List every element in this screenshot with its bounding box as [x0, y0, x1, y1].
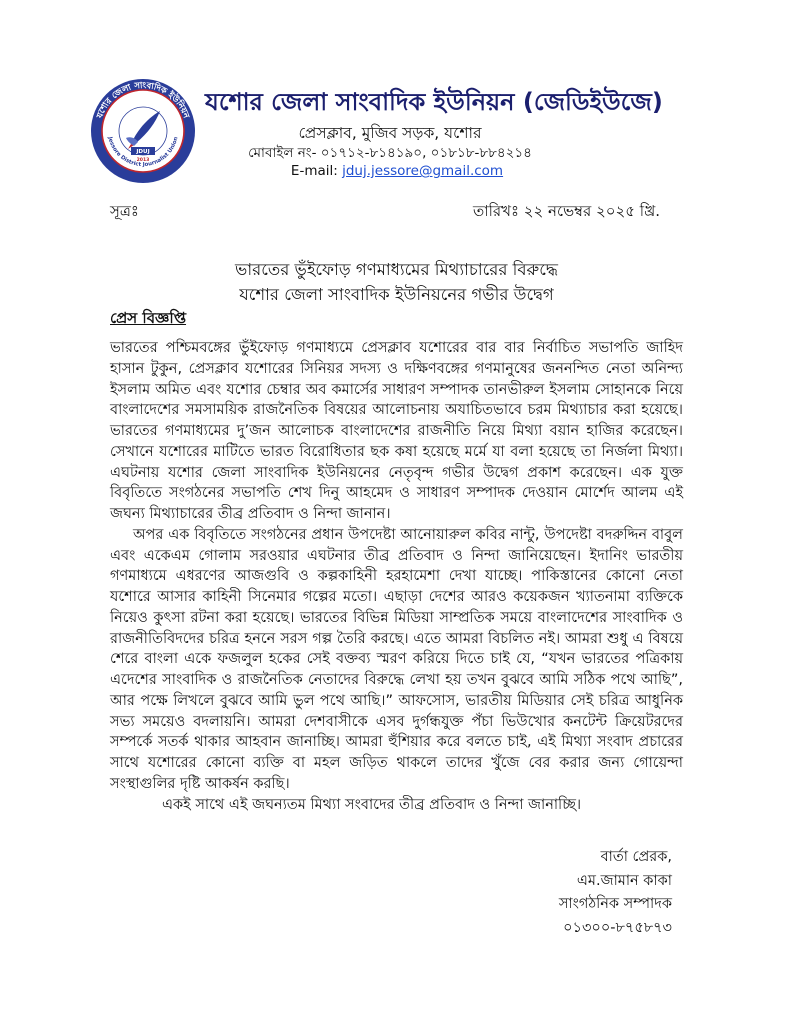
- organization-address: প্রেসক্লাব, মুজিব সড়ক, যশোর: [298, 124, 482, 142]
- headline: [110, 257, 683, 307]
- union-logo-seal: [90, 78, 196, 184]
- headline-line: ভারতের ভুঁইফোড় গণমাধ্যমের মিথ্যাচারের বিরুদ্ধে: [235, 260, 558, 279]
- organization-email-line: [212, 161, 582, 181]
- date-line: তারিখঃ ২২ নভেম্বর ২০২৫ খ্রি.: [472, 202, 660, 220]
- body-paragraph: অপর এক বিবৃতিতে সংগঠনের প্রধান উপদেষ্টা আনোয়ারুল কবির নান্টু, উপদেষ্টা বদরুদ্দিন বাবুল এবং একেএম গোলাম সরওয়ার এঘটনার তীব্র প্রতিবাদ ও নিন্দা জানিয়েছেন। ইদানিং ভারতীয় গণমাধ্যমে এধরণের আজগুবি ও কল্পকাহিনী হরহামেশা দেখা যাচ্ছে। পাকিস্তানের কোনো নেতা যশোরে আসার কাহিনী সিনেমার গল্পের মতো। এছাড়া দেশের আরও কয়েকজন খ্যাতনামা ব্যক্তিকে নিয়েও কুৎসা রটনা করা হয়েছে। ভারতের বিভিন্ন মিডিয়া সাম্প্রতিক সময়ে বাংলাদেশের সাংবাদিক ও রাজনীতিবিদদের চরিত্র হননে সরস গল্প তৈরি করছে। এতে আমরা বিচলিত নই। আমরা শুধু এ বিষয়ে শেরে বাংলা একে ফজলুল হকের সেই বক্তব্য স্মরণ করিয়ে দিতে চাই যে, “যখন ভারতের পত্রিকায় এদেশের সাংবাদিক ও রাজনৈতিক নেতাদের বিরুদ্ধে লেখা হয় তখন বুঝবে আমি সঠিক পথে আছি”, আর পক্ষে লিখলে বুঝবে আমি ভুল পথে আছি।” আফসোস, ভারতীয় মিডিয়ার সেই চরিত্র আধুনিক সভ্য সময়েও বদলায়নি। আমরা দেশবাসীকে এসব দুর্গন্ধযুক্ত পঁচা ভিউখোর কনটেন্ট ক্রিয়েটরদের সম্পর্কে সতর্ক থাকার আহবান জানাচ্ছি। আমরা হুঁশিয়ার করে বলতে চাই, এই মিথ্যা সংবাদ প্রচারের সাথে যশোরের কোনো ব্যক্তি বা মহল জড়িত থাকলে তাদের খুঁজে বের করার জন্য গোয়েন্দা সংস্থাগুলির দৃষ্টি আকর্ষন করছি।: [110, 526, 684, 792]
- signature-label: বার্তা প্রেরক,: [600, 849, 672, 865]
- logo-english-text: Jessore District Journalist Union: [106, 136, 180, 169]
- signature-phone: ০১৩০০-৮৭৫৮৭৩: [563, 919, 672, 936]
- reference-label: সূত্রঃ: [110, 202, 139, 220]
- organization-mobile: মোবাইল নং- ০১৭১২-৮১৪১৯০, ০১৮১৮-৮৮৪২১৪: [248, 145, 532, 161]
- email-label: E-mail:: [290, 163, 338, 179]
- signature-name: এম.জামান কাকা: [576, 872, 672, 889]
- logo-abbreviation: JDUJ: [136, 149, 150, 156]
- body-paragraph: ভারতের পশ্চিমবঙ্গের ভুঁইফোড় গণমাধ্যমে প্রেসক্লাব যশোরের বার বার নির্বাচিত সভাপতি জাহিদ হাসান টুকুন, প্রেসক্লাব যশোরের সিনিয়র সদস্য ও দক্ষিণবঙ্গের গণমানুষের জননন্দিত নেতা অনিন্দ্য ইসলাম অমিত এবং যশোর চেম্বার অব কমার্সের সাধারণ সম্পাদক তানভীরুল ইসলাম সোহানকে নিয়ে বাংলাদেশের সমসাময়িক রাজনৈতিক বিষয়ের আলোচনায় অযাচিতভাবে চরম মিথ্যাচার করা হয়েছে। ভারতের গণমাধ্যমের দু’জন আলোচক বাংলাদেশের রাজনীতি নিয়ে মিথ্যা বয়ান হাজির করেছেন। সেখানে যশোরের মাটিতে ভারত বিরোধিতার ছক কষা হয়েছে মর্মে যা বলা হয়েছে তা নির্জলা মিথ্যা। এঘটনায় যশোর জেলা সাংবাদিক ইউনিয়নের নেতৃবৃন্দ গভীর উদ্বেগ প্রকাশ করেছেন। এক যুক্ত বিবৃতিতে সংগঠনের সভাপতি শেখ দিনু আহমেদ ও সাধারণ সম্পাদক দেওয়ান মোর্শেদ আলম এই জঘন্য মিথ্যাচারের তীব্র প্রতিবাদ ও নিন্দা জানান।: [110, 340, 683, 522]
- body-paragraph: একই সাথে এই জঘন্যতম মিথ্যা সংবাদের তীব্র প্রতিবাদ ও নিন্দা জানাচ্ছি।: [162, 796, 582, 813]
- headline-line: যশোর জেলা সাংবাদিক ইউনিয়নের গভীর উদ্বেগ: [239, 285, 554, 304]
- section-title: প্রেস বিজ্ঞপ্তি: [110, 309, 187, 327]
- logo-year: 2013: [136, 158, 150, 163]
- logo-bengali-text: যশোর জেলা সাংবাদিক ইউনিয়ন: [95, 80, 191, 120]
- email-link[interactable]: jduj.jessore@gmail.com: [342, 163, 504, 179]
- organization-name: যশোর জেলা সাংবাদিক ইউনিয়ন (জেডিইউজে): [205, 88, 663, 116]
- signature-block: [559, 846, 672, 940]
- signature-designation: সাংগঠনিক সম্পাদক: [558, 896, 672, 912]
- press-release-body: [110, 338, 683, 815]
